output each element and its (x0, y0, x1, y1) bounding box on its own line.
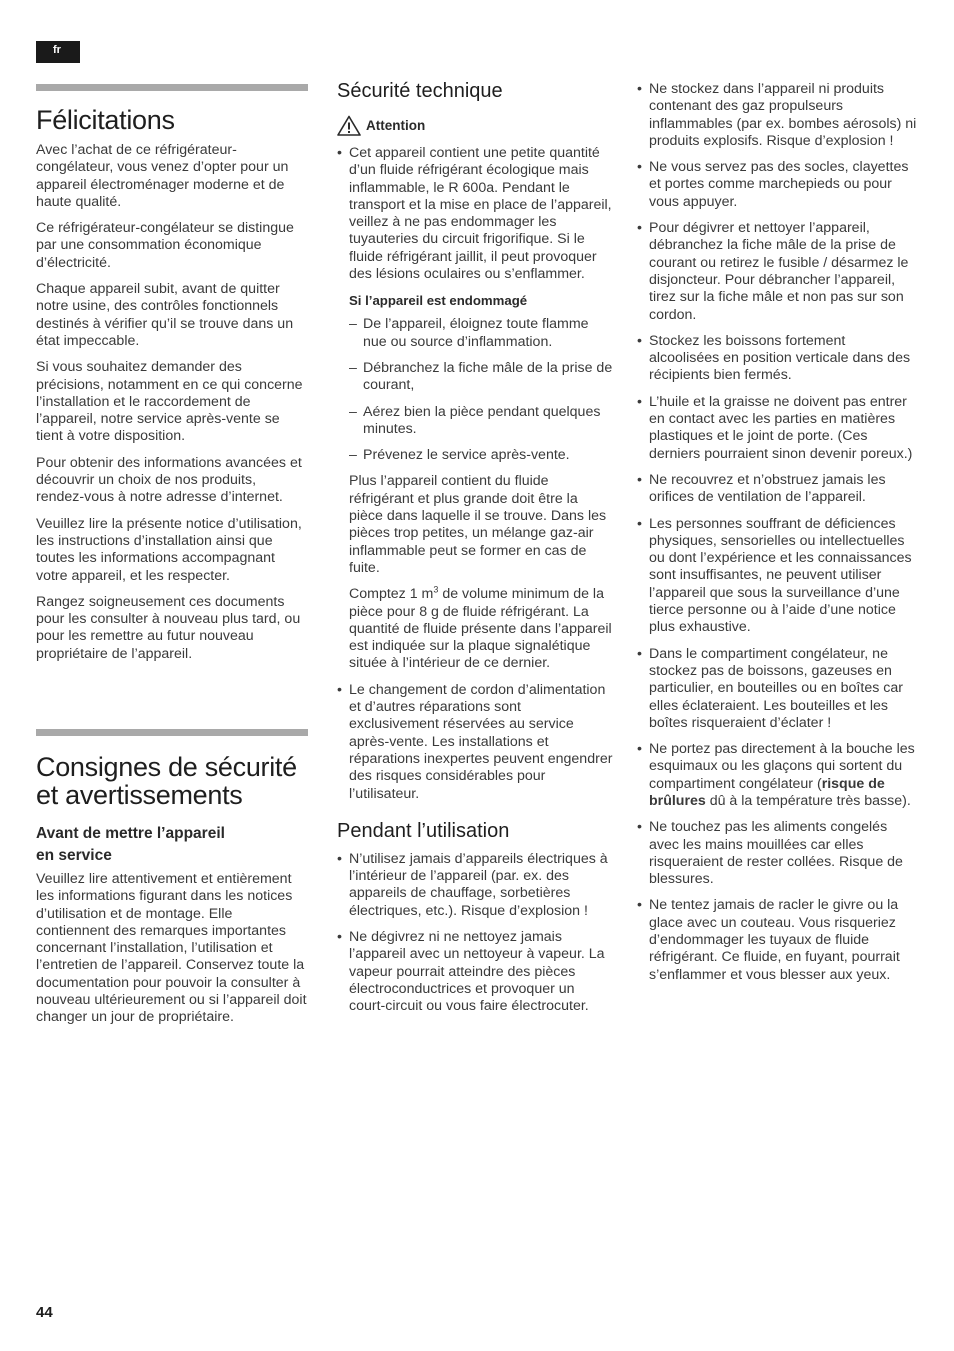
attention-label (337, 115, 613, 136)
avant-service-heading-line1: Avant de mettre l’appareil (36, 825, 225, 842)
paragraph: Veuillez lire la présente notice d’utilisation, les instructions d’installation ainsi que toutes les informations accompagnant votre appareil, et les respecter. (36, 515, 302, 584)
language-badge: fr (36, 41, 80, 63)
paragraph: Si vous souhaitez demander des précisions, notamment en ce qui concerne l’installation et le raccordement de l’appareil, notre service après-vente se tient à votre disposition. (36, 359, 303, 445)
section-rule (36, 729, 308, 736)
safety-list (637, 81, 917, 984)
consignes-section (36, 729, 308, 1036)
list-item: • N’utilisez jamais d’appareils électriques à l’intérieur de l’appareil (par. ex. des appareils de chauffage, sorbetières électriques, etc.). Risque d’explosion ! (337, 851, 613, 920)
list-item: • Ne dégivrez ni ne nettoyez jamais l’appareil avec un nettoyeur à vapeur. La vapeur pourrait atteindre des pièces électroconductrices et provoquer un court-circuit ou vous faire électrocuter. (337, 929, 613, 1015)
burn-text-b: dû à la température très basse). (705, 792, 911, 809)
securite-title: Sécurité technique (337, 80, 503, 102)
pendant-title: Pendant l’utilisation (337, 819, 510, 842)
paragraph: Chaque appareil subit, avant de quitter notre usine, des contrôles fonctionnels destinés à vérifier qu’il se trouve dans un état impeccable. (36, 281, 294, 349)
column-middle (337, 79, 613, 1024)
attention-text: Attention (366, 118, 426, 133)
avant-service-heading (36, 823, 308, 867)
list-item: • L’huile et la graisse ne doivent pas entrer en contact avec les parties en matières plastiques et le joint de porte. (Ces derniers pourraient sinon devenir poreux.) (637, 394, 917, 463)
avant-service-heading-line2: en service (36, 847, 112, 864)
list-item: • Les personnes souffrant de déficiences physiques, sensorielles ou intellectuelles ou dont l’expérience et les connaissances sont insuffisantes, ne peuvent utiliser l’appareil que sous la surveillance d’une tierce personne ou à l’aide d’une notice plus exhaustive. (637, 516, 917, 637)
list-item: • Ne recouvrez et n’obstruez jamais les orifices de ventilation de l’appareil. (637, 472, 917, 507)
list-item: • Ne tentez jamais de racler le givre ou la glace avec un couteau. Vous risqueriez d’endommager les tuyaux de fluide réfrigérant. Ce fluide, en fuyant, pourrait s’enflammer et vous blesser aux yeux. (637, 897, 917, 983)
list-item: – Débranchez la fiche mâle de la prise de courant, (337, 360, 613, 395)
consignes-title (36, 753, 308, 809)
paragraph: Rangez soigneusement ces documents pour les consulter à nouveau plus tard, ou pour les remettre au futur nouveau propriétaire de l’appareil. (36, 593, 301, 662)
volume-superscript: 3 (433, 584, 439, 595)
list-item: • Stockez les boissons fortement alcoolisées en position verticale dans des récipients bien fermés. (637, 333, 917, 385)
list-item: – De l’appareil, éloignez toute flamme nue ou source d’inflammation. (337, 316, 613, 351)
list-item: • Cet appareil contient une petite quantité d’un fluide réfrigérant écologique mais inflammable, le R 600a. Pendant le transport et la mise en place de l’appareil, veillez à ne pas endommager les tuyauteries du circuit frigorifique. Si le fluide réfrigérant jaillit, il peut provoquer des lésions oculaires ou s’enflammer. (337, 145, 613, 283)
paragraph: Ce réfrigérateur-congélateur se distingue par une consommation économique d’électricité. (36, 220, 294, 271)
list-item: – Aérez bien la pièce pendant quelques minutes. (337, 404, 613, 439)
paragraph: Plus l’appareil contient du fluide réfrigérant et plus grande doit être la pièce dans laquelle il se trouve. Dans les pièces trop petites, un mélange gaz-air inflammable peut se former en cas de fuite. (349, 473, 607, 576)
list-item: • Pour dégivrer et nettoyer l’appareil, débranchez la fiche mâle de la prise de courant ou retirez le fusible / désarmez le disjoncteur. Pour débrancher l’appareil, tirez sur la fiche mâle et non pas sur son cordon. (637, 220, 917, 324)
burn-risk-item (637, 741, 917, 810)
list-item: – Prévenez le service après-vente. (337, 447, 613, 464)
column-right (637, 81, 917, 993)
paragraph: Avec l’achat de ce réfrigérateur-congélateur, vous venez d’opter pour un appareil électroménager moderne et de haute qualité. (36, 142, 289, 210)
damaged-subheading: Si l’appareil est endommagé (349, 293, 528, 309)
consignes-title-line2: et avertissements (36, 780, 243, 810)
pendant-list (337, 851, 613, 1016)
warning-triangle-icon (337, 115, 361, 136)
volume-text-b: de volume minimum de la pièce pour 8 g de fluide réfrigérant. La quantité de fluide présente dans l’appareil est indiquée sur la plaque signalétique située à l’intérieur de ce dernier. (349, 586, 612, 672)
list-item: • Ne touchez pas les aliments congelés avec les mains mouillées car elles risqueraient de rester collées. Risque de blessures. (637, 819, 917, 888)
securite-list (337, 145, 613, 283)
volume-paragraph (349, 586, 613, 672)
volume-text-a: Comptez 1 m (349, 586, 434, 603)
paragraph: Pour obtenir des informations avancées et découvrir un choix de nos produits, rendez-vous à notre adresse d’internet. (36, 454, 302, 506)
damaged-steps-list (337, 316, 613, 464)
consignes-title-line1: Consignes de sécurité (36, 752, 297, 782)
burn-risk-bold: risque de brûlures (649, 775, 885, 809)
burn-text-a: Ne portez pas directement à la bouche les esquimaux ou les glaçons qui sortent du compartiment congélateur ( (649, 741, 915, 792)
column-left (36, 0, 308, 672)
securite-list-2 (337, 682, 613, 803)
list-item: • Dans le compartiment congélateur, ne stockez pas de boissons, gazeuses en particulier, en bouteilles ou en boîtes car elles éclateraient. Les bouteilles et les boîtes risqueraient d’éclater ! (637, 646, 917, 732)
section-rule (36, 84, 308, 91)
page-number: 44 (36, 1304, 53, 1321)
felicitations-body (36, 142, 308, 663)
felicitations-title: Félicitations (36, 105, 175, 135)
list-item: • Ne vous servez pas des socles, clayettes et portes comme marchepieds ou pour vous appuyer. (637, 159, 917, 211)
avant-service-paragraph: Veuillez lire attentivement et entièrement les informations figurant dans les notices d’utilisation et de montage. Elle contiennent des remarques importantes concernant l’installation, l’utilisation et l’entretien de l’appareil. Conservez toute la documentation pour pouvoir la consulter à nouveau ultérieurement ou si l’appareil doit changer un jour de propriétaire. (36, 871, 307, 1026)
list-item: • Le changement de cordon d’alimentation et d’autres réparations sont exclusivement réservées au service après-vente. Les installations et réparations inexpertes peuvent engendrer des risques considérables pour l’utilisateur. (337, 682, 613, 803)
list-item: • Ne stockez dans l’appareil ni produits contenant des gaz propulseurs inflammables (par ex. bombes aérosols) ni produits explosifs. Risque d’explosion ! (637, 81, 917, 150)
